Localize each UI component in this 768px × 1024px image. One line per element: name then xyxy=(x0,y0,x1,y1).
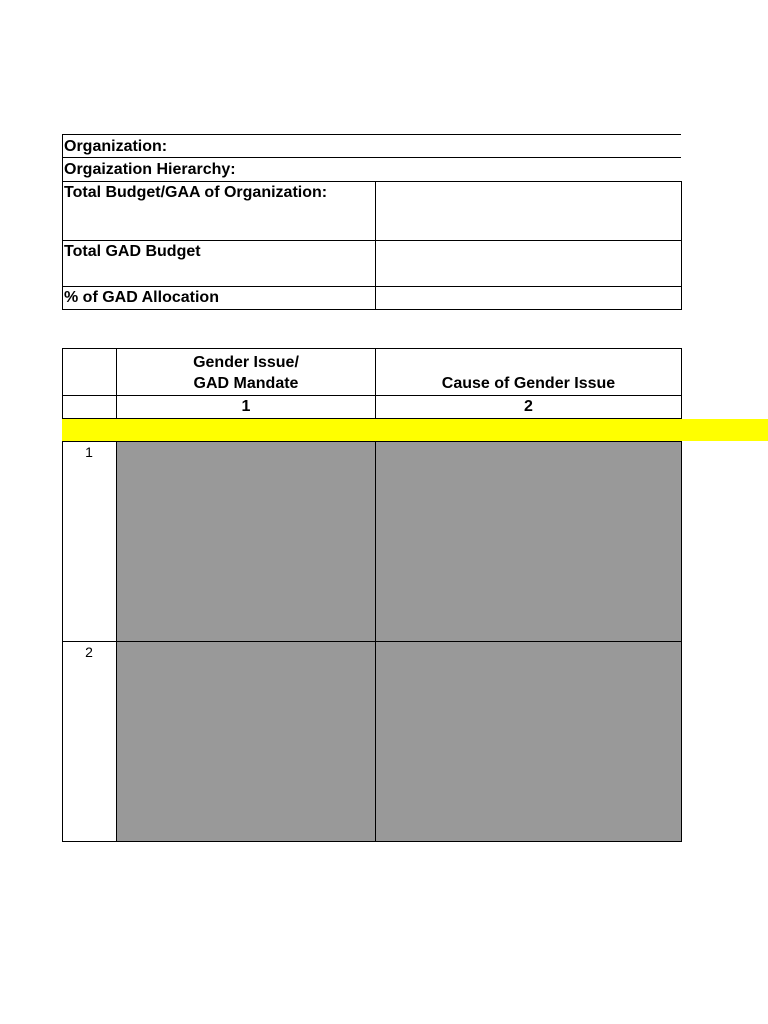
row-2-gender-issue-cell[interactable] xyxy=(117,642,376,842)
main-table-column-divider xyxy=(375,441,376,842)
highlight-band xyxy=(62,419,768,441)
row-number: 1 xyxy=(85,444,93,460)
row-2-cause-cell[interactable] xyxy=(376,642,681,842)
info-table-divider xyxy=(62,181,682,182)
row-number: 2 xyxy=(85,644,93,660)
main-table-border-right xyxy=(681,348,682,419)
col-cause-number: 2 xyxy=(524,398,533,415)
info-table-column-divider xyxy=(375,181,376,310)
main-table-column-divider xyxy=(116,441,117,842)
main-table-border-bottom xyxy=(62,841,682,842)
gad-budget-label: Total GAD Budget xyxy=(64,243,201,260)
hierarchy-label: Orgaization Hierarchy: xyxy=(64,161,236,178)
col-cause-header: Cause of Gender Issue xyxy=(441,375,616,392)
main-table-divider xyxy=(62,395,682,396)
organization-label: Organization: xyxy=(64,138,168,155)
info-table-border-left xyxy=(62,134,63,310)
info-table-border-bottom xyxy=(62,309,682,310)
info-table-border-top xyxy=(62,134,681,135)
main-table-divider xyxy=(62,441,682,442)
col-gender-issue-number: 1 xyxy=(241,398,251,415)
col-gender-issue-header-line1: Gender Issue/ xyxy=(193,354,299,371)
gad-allocation-label: % of GAD Allocation xyxy=(64,289,219,306)
main-table-divider xyxy=(62,641,682,642)
row-1-cause-cell[interactable] xyxy=(376,442,681,642)
main-table-divider xyxy=(62,418,682,419)
info-table-divider xyxy=(62,157,681,158)
main-table-border-left xyxy=(62,348,63,419)
info-table-divider xyxy=(62,286,682,287)
col-gender-issue-header-line2: GAD Mandate xyxy=(193,375,299,392)
main-table-border-left xyxy=(62,441,63,842)
row-1-gender-issue-cell[interactable] xyxy=(117,442,376,642)
info-table-divider xyxy=(62,240,682,241)
info-table-border-right xyxy=(681,181,682,310)
main-table-border-top xyxy=(62,348,682,349)
total-budget-label: Total Budget/GAA of Organization: xyxy=(64,184,328,201)
main-table-border-right xyxy=(681,441,682,842)
